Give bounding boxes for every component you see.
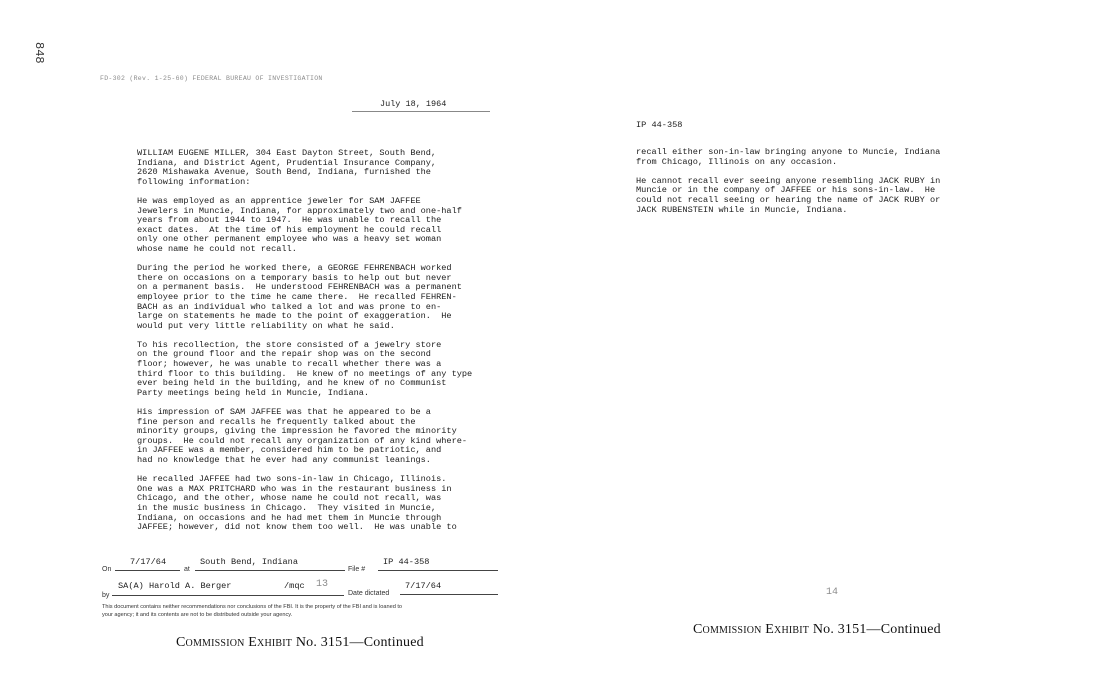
interview-location: South Bend, Indiana — [200, 557, 298, 567]
text-line: would put very little reliability on what he said. — [137, 320, 395, 331]
text-line: Jewelers in Muncie, Indiana, for approximately two and one-half — [137, 205, 462, 216]
text-line: fine person and recalls he frequently talked about the — [137, 416, 416, 427]
text-line: groups. He could not recall any organization of any kind where- — [137, 435, 468, 446]
text-line: following information: — [137, 176, 251, 187]
agent-initials: /mqc — [284, 581, 305, 591]
on-rule — [115, 570, 180, 571]
paragraph — [137, 197, 507, 255]
paragraph — [137, 475, 507, 533]
text-line: He was employed as an apprentice jeweler for SAM JAFFEE — [137, 195, 421, 206]
text-line: During the period he worked there, a GEORGE FEHRENBACH worked — [137, 263, 452, 274]
by-label: by — [102, 592, 110, 599]
text-line: Party meetings being held in Muncie, Indiana. — [137, 387, 370, 398]
paragraph — [137, 341, 507, 399]
text-line: on the ground floor and the repair shop was on the second — [137, 349, 431, 360]
text-line: 2620 Mishawaka Avenue, South Bend, Indiana, furnished the — [137, 167, 431, 178]
text-line: Muncie or in the company of JAFFEE or his sons-in-law. He — [636, 185, 936, 196]
text-line: could not recall seeing or hearing the name of JACK RUBY or — [636, 194, 941, 205]
paragraph — [137, 149, 507, 187]
text-line: BACH as an individual who talked a lot and was prone to en- — [137, 301, 442, 312]
on-label: On — [102, 566, 112, 573]
text-line: ever being held in the building, and he knew of no Communist — [137, 378, 447, 389]
text-line: recall either son-in-law bringing anyone to Muncie, Indiana — [636, 147, 941, 157]
left-caption-suffix: No. 3151—Continued — [295, 635, 424, 650]
date-underline — [352, 111, 490, 112]
text-line: His impression of SAM JAFFEE was that he appeared to be a — [137, 407, 431, 418]
text-line: in the music business in Chicago. They visited in Muncie, — [137, 502, 437, 513]
text-line: He cannot recall ever seeing anyone resembling JACK RUBY in — [636, 175, 941, 186]
text-line: from Chicago, Illinois on any occasion. — [636, 156, 838, 167]
text-line: employee prior to the time he came there. He recalled FEHREN- — [137, 291, 457, 302]
text-line: JAFFEE; however, did not know them too well. He was unable to — [137, 522, 457, 533]
agent-name: SA(A) Harold A. Berger — [118, 581, 232, 591]
left-caption — [176, 635, 424, 651]
right-file-ref: IP 44-358 — [636, 120, 683, 130]
right-caption — [693, 622, 941, 638]
dictated-date: 7/17/64 — [405, 581, 442, 591]
paragraph — [636, 148, 1006, 167]
text-line: exact dates. At the time of his employment he could recall — [137, 224, 442, 235]
right-caption-suffix: No. 3151—Continued — [812, 622, 941, 637]
dictated-label: Date dictated — [348, 590, 390, 597]
report-date: July 18, 1964 — [380, 99, 447, 109]
text-line: To his recollection, the store consisted of a jewelry store — [137, 339, 442, 350]
disclaimer-line-2: your agency; it and its contents are not to be distributed outside your agency. — [102, 612, 293, 618]
text-line: WILLIAM EUGENE MILLER, 304 East Dayton Street, South Bend, — [137, 148, 437, 158]
text-line: years from about 1944 to 1947. He was unable to recall the — [137, 215, 442, 226]
page-mark: 13 — [316, 579, 329, 590]
text-line: Indiana, on occasions and he had met them in Muncie through — [137, 512, 442, 523]
text-line: whose name he could not recall. — [137, 243, 297, 254]
text-line: JACK RUBENSTEIN while in Muncie, Indiana. — [636, 204, 848, 215]
left-caption-prefix: Commission Exhibit — [176, 635, 293, 650]
text-line: Indiana, and District Agent, Prudential Insurance Company, — [137, 157, 437, 168]
file-label: File # — [348, 566, 366, 573]
interview-date: 7/17/64 — [130, 557, 167, 567]
file-number: IP 44-358 — [383, 557, 430, 567]
text-line: Chicago, and the other, whose name he could not recall, was — [137, 493, 442, 504]
text-line: floor; however, he was unable to recall whether there was a — [137, 359, 442, 370]
text-line: One was a MAX PRITCHARD who was in the restaurant business in — [137, 483, 452, 494]
text-line: third floor to this building. He knew of no meetings of any type — [137, 368, 473, 379]
dictated-rule — [400, 594, 498, 595]
at-rule — [195, 570, 345, 571]
right-page-mark: 14 — [826, 587, 839, 598]
disclaimer-line-1: This document contains neither recommendations nor conclusions of the FBI. It is the property of the FBI and is loaned to — [102, 604, 403, 610]
disclaimer — [102, 603, 522, 619]
right-body — [636, 148, 1006, 225]
report-body — [137, 149, 507, 542]
text-line: had no knowledge that he ever had any communist leanings. — [137, 455, 431, 465]
text-line: minority groups, giving the impression he favored the minority — [137, 426, 457, 437]
text-line: there on occasions on a temporary basis to help out but never — [137, 272, 452, 283]
text-line: large on statements he made to the point of exaggeration. He — [137, 311, 452, 322]
file-rule — [378, 570, 498, 571]
page-number: 848 — [32, 42, 46, 64]
text-line: in JAFFEE was a member, considered him to be patriotic, and — [137, 445, 442, 456]
right-caption-prefix: Commission Exhibit — [693, 622, 810, 637]
text-line: only one other permanent employee who was a heavy set woman — [137, 234, 442, 245]
at-label: at — [184, 566, 190, 573]
text-line: on a permanent basis. He understood FEHRENBACH was a permanent — [137, 282, 462, 293]
form-header: FD-302 (Rev. 1-25-60) FEDERAL BUREAU OF INVESTIGATION — [100, 75, 323, 82]
paragraph — [137, 264, 507, 331]
paragraph — [137, 408, 507, 466]
text-line: He recalled JAFFEE had two sons-in-law in Chicago, Illinois. — [137, 474, 447, 485]
by-rule — [112, 595, 344, 596]
paragraph — [636, 177, 1006, 215]
